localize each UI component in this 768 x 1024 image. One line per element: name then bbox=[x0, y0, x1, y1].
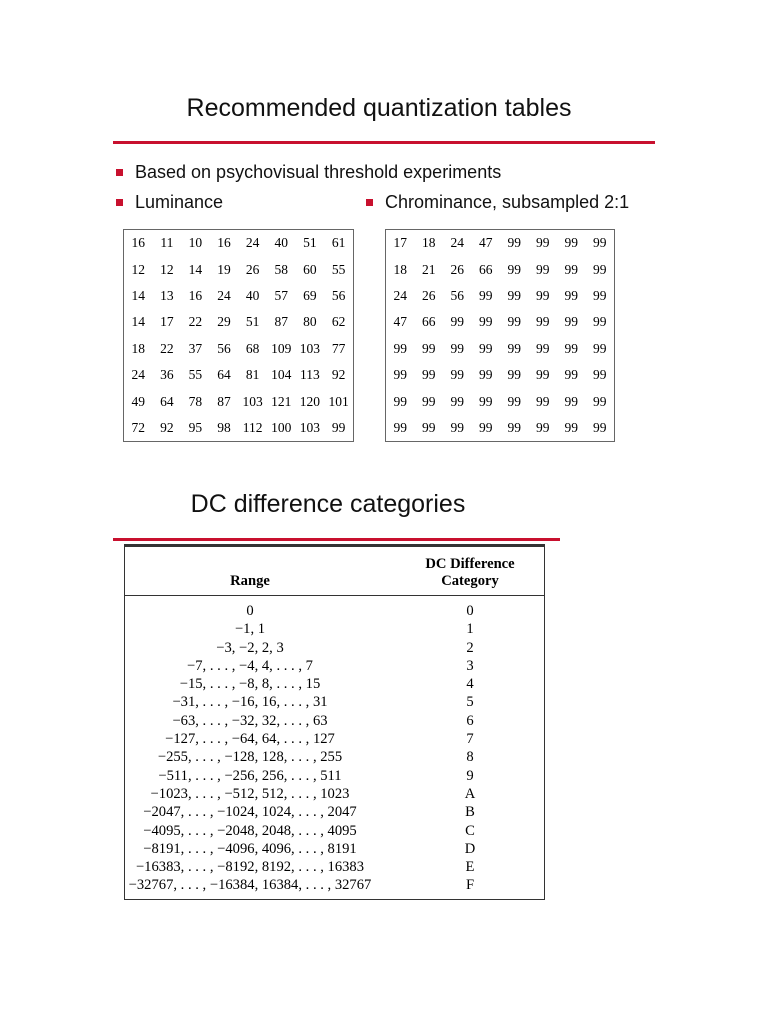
table-cell: 18 bbox=[131, 340, 146, 356]
table-cell: 18 bbox=[422, 235, 436, 251]
table-row bbox=[386, 230, 615, 257]
bullet-item bbox=[116, 162, 501, 183]
table-cell: 66 bbox=[479, 261, 493, 277]
table-cell: 36 bbox=[160, 367, 174, 383]
table-header bbox=[125, 547, 544, 596]
table-cell: 112 bbox=[242, 419, 263, 435]
table-cell: 99 bbox=[393, 393, 407, 409]
table-cell: 99 bbox=[479, 287, 493, 303]
category-cell: 2 bbox=[466, 639, 474, 656]
table-cell: 24 bbox=[131, 367, 146, 383]
table-cell: 99 bbox=[564, 393, 578, 409]
table-cell: 99 bbox=[564, 419, 578, 435]
table-row bbox=[386, 256, 615, 282]
table-row bbox=[125, 620, 544, 638]
table-cell: 62 bbox=[331, 314, 346, 330]
range-cell: −3, −2, 2, 3 bbox=[216, 639, 284, 656]
table-cell: 13 bbox=[160, 287, 174, 303]
category-cell: 7 bbox=[466, 731, 474, 748]
table-row bbox=[124, 230, 354, 257]
table-cell: 99 bbox=[507, 393, 521, 409]
table-cell: 99 bbox=[422, 393, 436, 409]
table-cell: 19 bbox=[217, 261, 231, 277]
table-row bbox=[386, 336, 615, 362]
table-cell: 95 bbox=[188, 419, 203, 435]
table-cell: 99 bbox=[593, 340, 607, 356]
table-cell: 37 bbox=[188, 340, 203, 356]
table-cell: 26 bbox=[450, 261, 464, 277]
table-cell: 56 bbox=[450, 287, 464, 303]
table-cell: 14 bbox=[188, 261, 203, 277]
table-cell: 99 bbox=[450, 340, 464, 356]
range-cell: −32767, . . . , −16384, 16384, . . . , 32767 bbox=[128, 877, 372, 894]
table-cell: 26 bbox=[422, 287, 436, 303]
table-cell: 99 bbox=[593, 393, 607, 409]
title-divider bbox=[113, 538, 560, 541]
table-cell: 104 bbox=[271, 367, 292, 383]
table-cell: 99 bbox=[536, 235, 550, 251]
table-cell: 99 bbox=[422, 367, 436, 383]
table-row bbox=[125, 803, 544, 821]
table-row bbox=[125, 858, 544, 876]
range-cell: −511, . . . , −256, 256, . . . , 511 bbox=[158, 767, 342, 784]
table-cell: 17 bbox=[160, 314, 174, 330]
table-cell: 51 bbox=[303, 235, 317, 251]
table-cell: 99 bbox=[507, 340, 521, 356]
table-cell: 16 bbox=[188, 287, 203, 303]
category-cell: 0 bbox=[466, 603, 474, 619]
table-row bbox=[125, 876, 544, 894]
range-cell: −8191, . . . , −4096, 4096, . . . , 8191 bbox=[143, 840, 357, 857]
table-cell: 99 bbox=[479, 314, 493, 330]
table-cell: 99 bbox=[564, 235, 578, 251]
table-row bbox=[125, 639, 544, 657]
table-cell: 99 bbox=[450, 314, 464, 330]
table-cell: 99 bbox=[593, 287, 607, 303]
table-cell: 99 bbox=[564, 287, 578, 303]
title-divider bbox=[113, 141, 655, 144]
bullet-text: Luminance bbox=[135, 192, 224, 212]
table-row bbox=[125, 602, 544, 620]
bullet-square-icon bbox=[116, 199, 123, 206]
category-cell: A bbox=[464, 785, 476, 802]
table-cell: 99 bbox=[479, 393, 493, 409]
table-cell: 99 bbox=[507, 367, 521, 383]
slide-title-dc-categories: DC difference categories bbox=[190, 490, 466, 518]
table-cell: 87 bbox=[217, 393, 231, 409]
table-cell: 21 bbox=[422, 261, 436, 277]
chrominance-quantization-table bbox=[385, 229, 615, 442]
table-row bbox=[125, 840, 544, 858]
table-cell: 12 bbox=[131, 261, 146, 277]
table-cell: 99 bbox=[507, 261, 521, 277]
range-cell: −1, 1 bbox=[234, 621, 266, 638]
table-row bbox=[124, 309, 354, 335]
table-row bbox=[125, 675, 544, 693]
bullet-item bbox=[116, 192, 223, 213]
table-cell: 103 bbox=[242, 393, 263, 409]
category-cell: C bbox=[465, 822, 475, 839]
table-cell: 66 bbox=[422, 314, 436, 330]
table-cell: 120 bbox=[299, 393, 321, 409]
header-category bbox=[395, 556, 545, 590]
table-cell: 99 bbox=[536, 261, 550, 277]
table-cell: 99 bbox=[422, 340, 436, 356]
table-cell: 99 bbox=[422, 419, 436, 435]
table-cell: 99 bbox=[536, 367, 550, 383]
table-cell: 77 bbox=[331, 340, 346, 356]
table-cell: 26 bbox=[245, 261, 260, 277]
table-cell: 99 bbox=[564, 340, 578, 356]
header-category-line: DC Difference bbox=[425, 556, 515, 572]
table-cell: 99 bbox=[450, 393, 464, 409]
table-cell: 99 bbox=[479, 419, 493, 435]
table-row bbox=[124, 415, 354, 442]
table-row bbox=[386, 388, 615, 414]
table-row bbox=[386, 283, 615, 309]
table-cell: 113 bbox=[300, 367, 320, 383]
table-cell: 99 bbox=[507, 314, 521, 330]
table-cell: 99 bbox=[564, 261, 578, 277]
category-cell: 6 bbox=[466, 712, 474, 729]
table-cell: 99 bbox=[536, 287, 550, 303]
table-cell: 49 bbox=[131, 393, 146, 409]
table-row bbox=[124, 388, 354, 414]
bullet-item bbox=[366, 192, 629, 213]
table-cell: 24 bbox=[450, 235, 464, 251]
table-cell: 103 bbox=[299, 419, 321, 435]
table-cell: 64 bbox=[217, 367, 231, 383]
table-row bbox=[125, 767, 544, 785]
table-cell: 24 bbox=[245, 235, 260, 251]
table-cell: 98 bbox=[217, 419, 231, 435]
range-cell: −1023, . . . , −512, 512, . . . , 1023 bbox=[150, 785, 350, 802]
category-cell: 8 bbox=[466, 749, 474, 766]
table-row bbox=[125, 748, 544, 766]
table-cell: 99 bbox=[479, 367, 493, 383]
table-cell: 72 bbox=[131, 419, 146, 435]
table-cell: 99 bbox=[450, 419, 464, 435]
table-cell: 78 bbox=[188, 393, 203, 409]
table-row bbox=[386, 362, 615, 388]
range-cell: −4095, . . . , −2048, 2048, . . . , 4095 bbox=[143, 822, 357, 839]
table-row bbox=[125, 693, 544, 711]
table-cell: 99 bbox=[536, 340, 550, 356]
table-cell: 92 bbox=[160, 419, 174, 435]
table-cell: 100 bbox=[271, 419, 292, 435]
category-cell: 4 bbox=[466, 676, 474, 693]
table-cell: 69 bbox=[303, 287, 317, 303]
table-cell: 55 bbox=[188, 367, 203, 383]
table-row bbox=[125, 712, 544, 730]
table-cell: 57 bbox=[274, 287, 288, 303]
table-cell: 80 bbox=[303, 314, 317, 330]
table-cell: 40 bbox=[245, 287, 260, 303]
table-cell: 24 bbox=[393, 287, 407, 303]
table-cell: 99 bbox=[593, 235, 607, 251]
table-cell: 29 bbox=[217, 314, 231, 330]
slide-title-quantization: Recommended quantization tables bbox=[186, 94, 572, 122]
table-body bbox=[125, 602, 544, 895]
table-cell: 99 bbox=[507, 235, 521, 251]
table-cell: 99 bbox=[536, 419, 550, 435]
range-cell: −63, . . . , −32, 32, . . . , 63 bbox=[172, 712, 328, 729]
table-cell: 47 bbox=[393, 314, 407, 330]
table-cell: 92 bbox=[331, 367, 346, 383]
table-cell: 24 bbox=[217, 287, 231, 303]
table-cell: 12 bbox=[160, 261, 174, 277]
table-cell: 61 bbox=[331, 235, 346, 251]
table-cell: 99 bbox=[393, 367, 407, 383]
table-row bbox=[125, 785, 544, 803]
table-cell: 99 bbox=[479, 340, 493, 356]
range-cell: −2047, . . . , −1024, 1024, . . . , 2047 bbox=[143, 804, 357, 821]
table-cell: 14 bbox=[131, 314, 146, 330]
dc-difference-table bbox=[124, 544, 545, 900]
range-cell: −255, . . . , −128, 128, . . . , 255 bbox=[157, 749, 343, 766]
table-cell: 17 bbox=[393, 235, 407, 251]
table-cell: 18 bbox=[393, 261, 407, 277]
category-cell: 3 bbox=[466, 657, 474, 674]
category-cell: 5 bbox=[466, 694, 474, 711]
table-row bbox=[386, 309, 615, 335]
table-cell: 56 bbox=[331, 287, 346, 303]
range-cell: −16383, . . . , −8192, 8192, . . . , 16383 bbox=[135, 859, 365, 876]
table-cell: 68 bbox=[245, 340, 260, 356]
category-cell: E bbox=[465, 859, 475, 876]
bullet-text: Based on psychovisual threshold experiments bbox=[135, 162, 502, 182]
table-cell: 81 bbox=[245, 367, 260, 383]
table-cell: 99 bbox=[331, 419, 346, 435]
table-cell: 109 bbox=[271, 340, 292, 356]
table-cell: 60 bbox=[303, 261, 317, 277]
table-cell: 56 bbox=[217, 340, 231, 356]
bullet-square-icon bbox=[366, 199, 373, 206]
table-cell: 99 bbox=[536, 393, 550, 409]
table-cell: 99 bbox=[393, 419, 407, 435]
table-cell: 99 bbox=[593, 261, 607, 277]
category-cell: 9 bbox=[466, 767, 474, 784]
table-cell: 11 bbox=[160, 235, 174, 251]
table-row bbox=[125, 730, 544, 748]
table-cell: 16 bbox=[131, 235, 146, 251]
table-row bbox=[124, 362, 354, 388]
table-cell: 99 bbox=[564, 367, 578, 383]
table-cell: 16 bbox=[217, 235, 231, 251]
range-cell: −15, . . . , −8, 8, . . . , 15 bbox=[179, 676, 321, 693]
table-cell: 103 bbox=[299, 340, 321, 356]
table-cell: 14 bbox=[131, 287, 146, 303]
table-cell: 99 bbox=[507, 419, 521, 435]
table-row bbox=[124, 256, 354, 282]
table-cell: 58 bbox=[274, 261, 288, 277]
category-cell: B bbox=[465, 804, 475, 821]
table-cell: 51 bbox=[245, 314, 260, 330]
category-cell: F bbox=[465, 877, 475, 894]
range-cell: −7, . . . , −4, 4, . . . , 7 bbox=[187, 657, 313, 674]
header-range: Range bbox=[230, 573, 270, 589]
table-cell: 47 bbox=[479, 235, 493, 251]
luminance-quantization-table bbox=[123, 229, 354, 442]
category-cell: D bbox=[464, 840, 476, 857]
table-cell: 64 bbox=[160, 393, 174, 409]
table-cell: 99 bbox=[536, 314, 550, 330]
table-cell: 22 bbox=[188, 314, 203, 330]
table-cell: 101 bbox=[328, 393, 349, 409]
table-row bbox=[124, 283, 354, 309]
table-cell: 99 bbox=[393, 340, 407, 356]
table-cell: 55 bbox=[331, 261, 346, 277]
table-row bbox=[125, 657, 544, 675]
range-cell: −31, . . . , −16, 16, . . . , 31 bbox=[172, 694, 328, 711]
table-cell: 121 bbox=[271, 393, 292, 409]
table-cell: 87 bbox=[274, 314, 288, 330]
bullet-text: Chrominance, subsampled 2:1 bbox=[385, 192, 630, 212]
table-cell: 10 bbox=[188, 235, 203, 251]
header-category-line: Category bbox=[441, 573, 499, 589]
bullet-square-icon bbox=[116, 169, 123, 176]
table-row bbox=[124, 336, 354, 362]
table-cell: 99 bbox=[593, 314, 607, 330]
table-row bbox=[386, 415, 615, 442]
table-cell: 99 bbox=[564, 314, 578, 330]
range-cell: 0 bbox=[246, 603, 254, 619]
table-row bbox=[125, 822, 544, 840]
table-cell: 40 bbox=[274, 235, 288, 251]
table-cell: 22 bbox=[160, 340, 174, 356]
table-cell: 99 bbox=[593, 419, 607, 435]
table-cell: 99 bbox=[450, 367, 464, 383]
category-cell: 1 bbox=[466, 621, 474, 638]
range-cell: −127, . . . , −64, 64, . . . , 127 bbox=[165, 731, 335, 748]
table-cell: 99 bbox=[593, 367, 607, 383]
table-cell: 99 bbox=[507, 287, 521, 303]
